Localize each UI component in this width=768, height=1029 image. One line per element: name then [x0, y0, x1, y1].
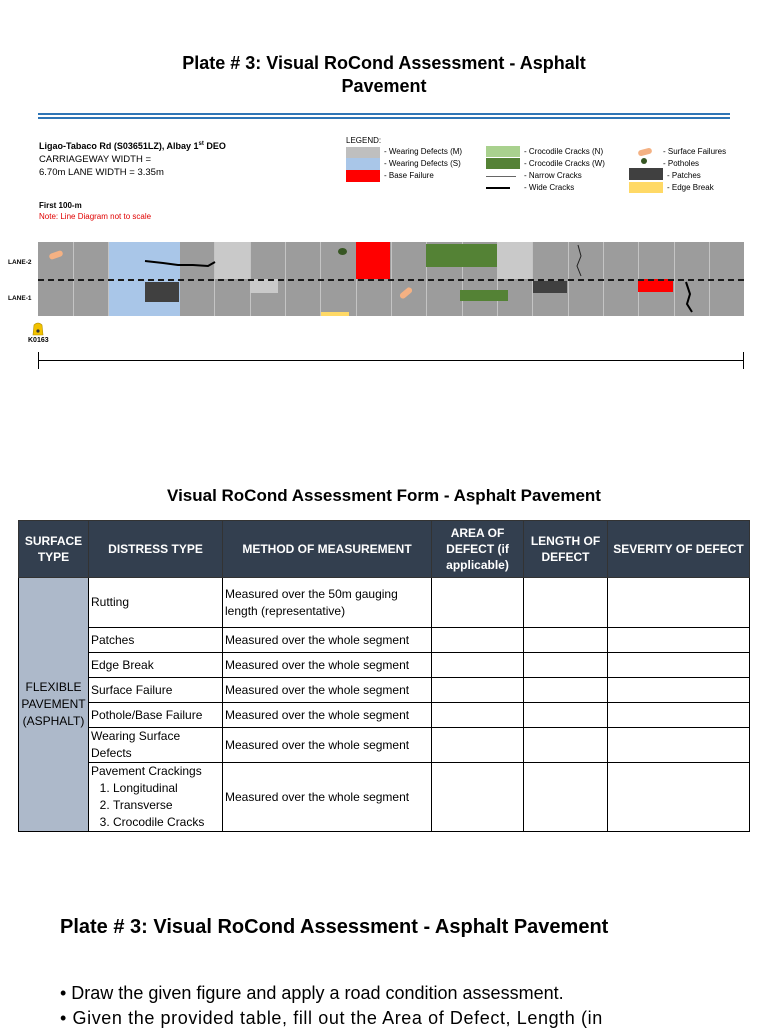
legend-swatch [346, 158, 380, 170]
legend: LEGEND: - Wearing Defects (M) - Wearing Defects (S) - Base Failure - Crocodile Cracks (N) - Crocodile Cracks (W) - Narrow Cracks - Wide Cracks - Surface Failures - Potholes - Patches - Edge Break [346, 136, 727, 192]
legend-swatch [486, 158, 520, 169]
distress-cell: Surface Failure [89, 678, 223, 703]
lane-1-label: LANE-1 [8, 295, 32, 302]
header-severity: SEVERITY OF DEFECT [608, 521, 750, 578]
method-cell: Measured over the 50m gauging length (representative) [223, 578, 432, 628]
cracking-types-list [91, 780, 220, 831]
surface-type-cell: FLEXIBLE PAVEMENT (ASPHALT) [19, 578, 89, 832]
wide-crack [145, 261, 215, 266]
severity-cell[interactable] [608, 728, 750, 763]
title-divider [38, 113, 730, 119]
header-surface-type: SURFACE TYPE [19, 521, 89, 578]
area-cell[interactable] [432, 763, 524, 832]
assessment-table [18, 520, 750, 832]
area-cell[interactable] [432, 653, 524, 678]
first-label: First 100-m [39, 201, 82, 210]
severity-cell[interactable] [608, 678, 750, 703]
table-row [19, 678, 750, 703]
lane-centerline [38, 279, 744, 281]
area-cell[interactable] [432, 678, 524, 703]
plate-title-line2: Pavement [341, 76, 427, 96]
severity-cell[interactable] [608, 703, 750, 728]
scale-note: Note: Line Diagram not to scale [39, 212, 152, 221]
legend-line-thin [486, 176, 516, 177]
road-name: Ligao-Tabaco Rd (S03651LZ), Albay 1st DEO [39, 141, 226, 151]
scale-tick-start [38, 352, 39, 369]
lane-width: 6.70m LANE WIDTH = 3.35m [39, 167, 164, 178]
distress-cell-cracking [89, 763, 223, 832]
header-area: AREA OF DEFECT (if applicable) [432, 521, 524, 578]
severity-cell[interactable] [608, 578, 750, 628]
list-item: 2. Transverse [113, 797, 220, 814]
legend-swatch [629, 182, 663, 193]
kilometer-post-icon [32, 321, 44, 337]
length-cell[interactable] [524, 728, 608, 763]
length-cell[interactable] [524, 578, 608, 628]
scale-tick-end [743, 352, 744, 369]
distress-cell: Wearing Surface Defects [89, 728, 223, 763]
segment-info [39, 200, 151, 222]
distress-cell: Rutting [89, 578, 223, 628]
table-row [19, 703, 750, 728]
wide-crack [686, 282, 692, 312]
plate-title [0, 52, 768, 98]
instruction-bullet: • Given the provided table, fill out the Area of Defect, Length (in [60, 1008, 603, 1028]
list-item: 1. Longitudinal [113, 780, 220, 797]
table-row [19, 763, 750, 832]
length-cell[interactable] [524, 678, 608, 703]
form-title: Visual RoCond Assessment Form - Asphalt Pavement [167, 486, 601, 505]
legend-title: LEGEND: [346, 136, 382, 145]
legend-swatch [486, 146, 520, 157]
road-info [39, 138, 299, 179]
method-cell: Measured over the whole segment [223, 763, 432, 832]
legend-line-thick [486, 187, 510, 189]
table-row [19, 628, 750, 653]
carriageway-width: CARRIAGEWAY WIDTH = [39, 154, 151, 165]
distress-cell: Pothole/Base Failure [89, 703, 223, 728]
distress-cell: Patches [89, 628, 223, 653]
instruction-bullet: • Draw the given figure and apply a road condition assessment. [60, 983, 564, 1003]
section-title: Plate # 3: Visual RoCond Assessment - Asphalt Pavement [60, 916, 609, 938]
severity-cell[interactable] [608, 653, 750, 678]
length-cell[interactable] [524, 653, 608, 678]
method-cell: Measured over the whole segment [223, 628, 432, 653]
plate-title-line1: Plate # 3: Visual RoCond Assessment - Asphalt [182, 53, 586, 73]
area-cell[interactable] [432, 628, 524, 653]
severity-cell[interactable] [608, 763, 750, 832]
area-cell[interactable] [432, 728, 524, 763]
table-row [19, 578, 750, 628]
method-cell: Measured over the whole segment [223, 678, 432, 703]
area-cell[interactable] [432, 703, 524, 728]
table-header-row [19, 521, 750, 578]
method-cell: Measured over the whole segment [223, 703, 432, 728]
narrow-crack [577, 245, 581, 276]
table-row [19, 653, 750, 678]
method-cell: Measured over the whole segment [223, 653, 432, 678]
table-row [19, 728, 750, 763]
length-cell[interactable] [524, 628, 608, 653]
list-item: 3. Crocodile Cracks [113, 814, 220, 831]
legend-swatch [629, 168, 663, 180]
distress-cell: Edge Break [89, 653, 223, 678]
method-cell: Measured over the whole segment [223, 728, 432, 763]
legend-swatch [346, 170, 380, 182]
length-cell[interactable] [524, 703, 608, 728]
pothole-icon [641, 158, 647, 164]
header-method: METHOD OF MEASUREMENT [223, 521, 432, 578]
header-length: LENGTH OF DEFECT [524, 521, 608, 578]
surface-failure-icon [637, 147, 652, 156]
kilometer-post-label: K0163 [28, 337, 49, 344]
lane-2-label: LANE-2 [8, 259, 32, 266]
area-cell[interactable] [432, 578, 524, 628]
length-cell[interactable] [524, 763, 608, 832]
header-distress-type: DISTRESS TYPE [89, 521, 223, 578]
cracking-title: Pavement Crackings [91, 764, 202, 778]
scale-line [38, 360, 744, 361]
severity-cell[interactable] [608, 628, 750, 653]
